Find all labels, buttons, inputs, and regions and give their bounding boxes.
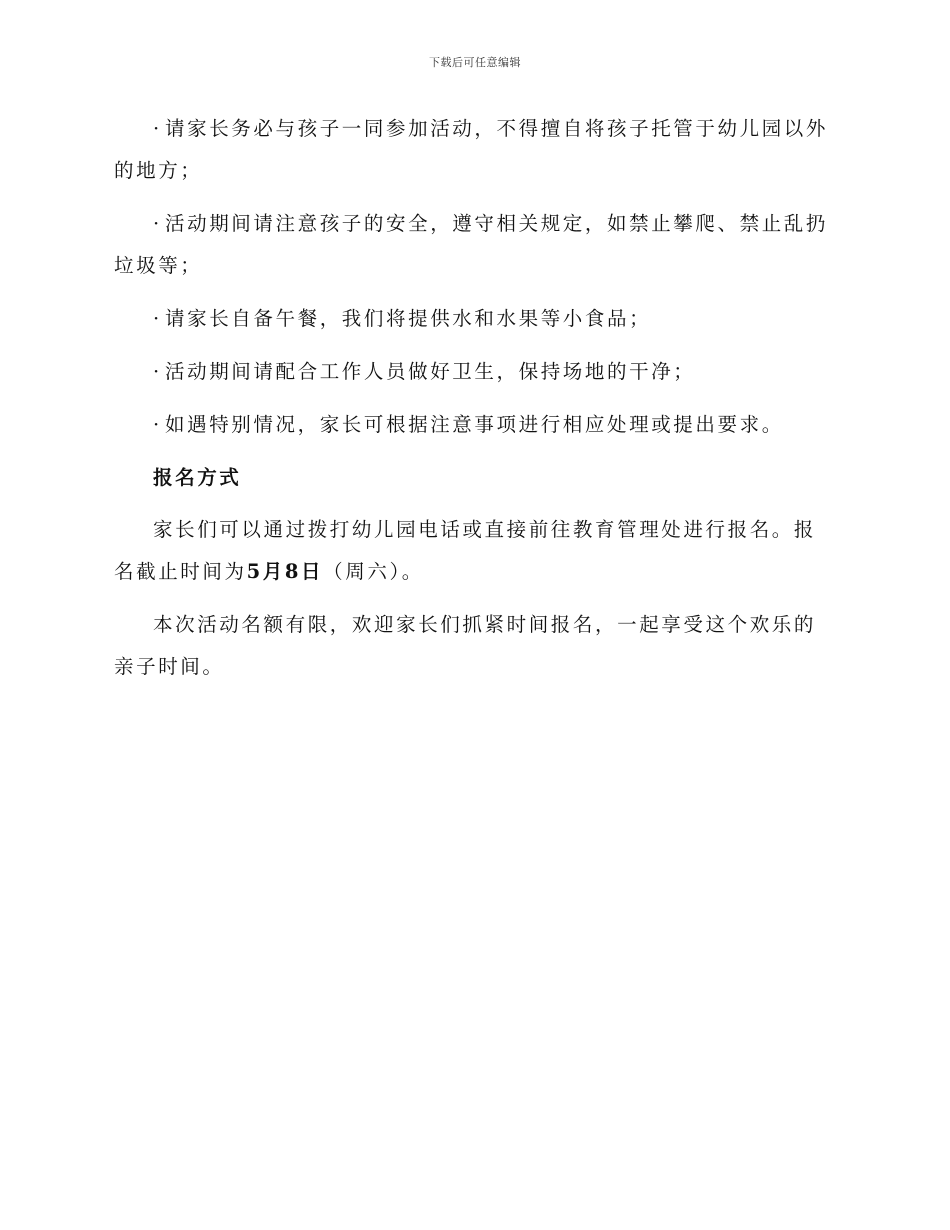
notice-item xyxy=(114,203,830,287)
notice-item-text: 请家长自备午餐，我们将提供水和水果等小食品； xyxy=(165,307,652,330)
registration-deadline: 5月8日 xyxy=(246,560,324,583)
notice-item-text: 活动期间请配合工作人员做好卫生，保持场地的干净； xyxy=(165,360,696,383)
bullet-icon: · xyxy=(153,212,160,235)
page-header: 下载后可任意编辑 xyxy=(429,56,521,69)
notice-item xyxy=(114,351,830,393)
closing-paragraph: 本次活动名额有限，欢迎家长们抓紧时间报名，一起享受这个欢乐的亲子时间。 xyxy=(114,613,817,678)
section-heading-registration: 报名方式 xyxy=(153,466,242,489)
notice-item-text: 活动期间请注意孩子的安全，遵守相关规定，如禁止攀爬、禁止乱扔垃圾等； xyxy=(114,212,829,277)
bullet-icon: · xyxy=(153,307,160,330)
registration-paragraph xyxy=(114,509,830,593)
registration-text: 家长们可以通过拨打幼儿园电话或直接前往教育管理处进行报名。报名截止时间为 xyxy=(114,518,817,583)
document-body xyxy=(114,108,830,699)
bullet-icon: · xyxy=(153,360,160,383)
notice-item-text: 请家长务必与孩子一同参加活动，不得擅自将孩子托管于幼儿园以外的地方； xyxy=(114,117,829,182)
notice-item-text: 如遇特别情况，家长可根据注意事项进行相应处理或提出要求。 xyxy=(165,413,784,436)
notice-item xyxy=(114,298,830,340)
bullet-icon: · xyxy=(153,413,160,436)
bullet-icon: · xyxy=(153,117,160,140)
registration-deadline-weekday: （周六）。 xyxy=(323,560,424,583)
notice-item xyxy=(114,108,830,192)
notice-item xyxy=(114,404,830,446)
